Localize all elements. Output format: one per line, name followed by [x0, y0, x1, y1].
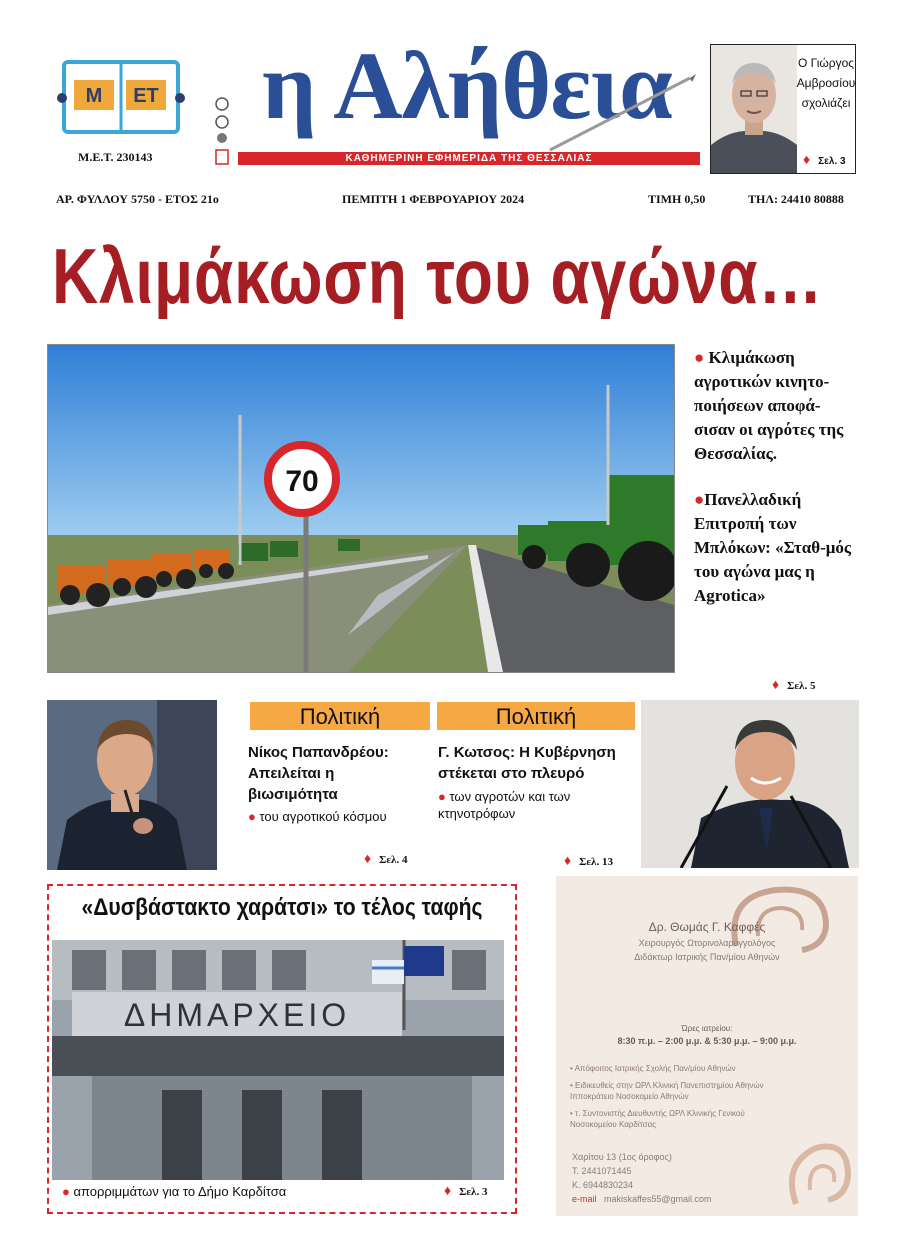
kotsos-photo[interactable] [641, 700, 859, 868]
ad-doctor-name: Δρ. Θωμάς Γ. Καφφές [648, 920, 766, 934]
author-photo [711, 45, 797, 173]
ad-item: • Απόφοιτος Ιατρικής Σχολής Παν/μίου Αθηνών [570, 1064, 736, 1073]
author-line: Αμβροσίου [796, 76, 856, 90]
bullet-dot-icon: ● [248, 809, 260, 824]
ad-hours-label: Ώρες ιατρείου: [681, 1024, 733, 1033]
ad-email[interactable]: e-mail makiskaffes55@gmail.com [572, 1194, 712, 1204]
diamond-icon: ♦ [444, 1184, 452, 1199]
author-line: Ο Γιώργος [797, 56, 855, 70]
ad-specialty: Χειρουργός Ωτορινολαρυγγολόγος [638, 938, 776, 948]
ad-item: • τ. Συντονιστής Διευθυντής ΩΡΛ Κλινικής Γενικού Νοσοκομείου Καρδίτσας [570, 1109, 745, 1129]
diamond-icon: ♦ [803, 151, 811, 167]
issue-date: ΠΕΜΠΤΗ 1 ΦΕΒΡΟΥΑΡΙΟΥ 2024 [342, 192, 525, 206]
bullet-dot-icon: ● [62, 1184, 74, 1199]
newspaper-title: η Αλήθεια [262, 32, 672, 139]
author-line: σχολιάζει [801, 96, 851, 110]
quill-pen-icon [540, 70, 700, 160]
ad-degree: Διδάκτωρ Ιατρικής Παν/μίου Αθηνών [634, 952, 780, 962]
bullet-dot-icon: ● [438, 789, 450, 804]
met-logo [56, 58, 186, 138]
diamond-icon: ♦ [772, 678, 780, 693]
price: ΤΙΜΗ 0,50 [648, 192, 706, 206]
story-left-title[interactable]: Νίκος Παπανδρέου: Απειλείται η βιωσιμότητα [248, 744, 389, 803]
city-hall-sign: ΔΗΜΑΡΧΕΙΟ [123, 997, 351, 1033]
met-logo-left: M [85, 85, 103, 107]
story-left-sub: ● του αγροτικού κόσμου [248, 809, 387, 824]
main-headline[interactable]: Κλιμάκωση του αγώνα… [52, 232, 824, 320]
main-story-bullet: ● Κλιμάκωση αγροτικών κινητο-ποιήσεων αποφά-σισαν οι αγρότες της Θεσσαλίας. [694, 348, 844, 463]
ad-phone-2: Κ. 6944830234 [572, 1180, 634, 1190]
bullet-dot-icon: ● [694, 348, 709, 367]
phone: ΤΗΛ: 24410 80888 [748, 192, 844, 206]
author-name-text [795, 53, 856, 113]
bullet-dot-icon: ● [694, 490, 705, 509]
ad-phone-1: Τ. 2441071445 [572, 1166, 632, 1176]
ad-hours: 8:30 π.μ. – 2:00 μ.μ. & 5:30 μ.μ. – 9:00 μ.μ. [617, 1036, 797, 1046]
city-hall-photo[interactable] [52, 940, 504, 1180]
main-story-page-ref: ♦ Σελ. 5 [772, 678, 816, 693]
story-left-page-ref: ♦ Σελ. 4 [364, 852, 408, 867]
certification-badges [214, 96, 230, 166]
ad-address: Χαρίτου 13 (1ος όροφος) [572, 1152, 672, 1162]
story-right-page-ref: ♦ Σελ. 13 [564, 854, 613, 869]
tax-story-caption: ● απορριμμάτων για το Δήμο Καρδίτσα [62, 1184, 287, 1199]
main-story-bullet: ●Πανελλαδική Επιτροπή των Μπλόκων: «Σταθ-μός του αγώνα μας η Agrotica» [694, 490, 852, 605]
diamond-icon: ♦ [564, 854, 572, 869]
papandreou-photo[interactable] [47, 700, 217, 870]
met-code: Μ.Ε.Τ. 230143 [78, 150, 153, 164]
met-logo-right: ET [133, 85, 159, 107]
author-page-ref: ♦ Σελ. 3 [803, 151, 846, 167]
newspaper-subtitle: ΚΑΘΗΜΕΡΙΝΗ ΕΦΗΜΕΡΙΔΑ ΤΗΣ ΘΕΣΣΑΛΙΑΣ [238, 152, 700, 165]
story-right-sub: ● των αγροτών και των κτηνοτρόφων [438, 789, 571, 821]
tag-politics-left[interactable]: Πολιτική [250, 702, 430, 730]
tax-story-title[interactable]: «Δυσβάστακτο χαράτσι» το τέλος ταφής [81, 894, 483, 921]
diamond-icon: ♦ [364, 852, 372, 867]
main-photo-tractors[interactable] [47, 344, 675, 673]
story-right-title[interactable]: Γ. Κωτσος: Η Κυβέρνηση στέκεται στο πλευρό [438, 744, 616, 782]
issue-number: ΑΡ. ΦΥΛΛΟΥ 5750 - ΕΤΟΣ 21ο [56, 192, 219, 206]
ear-logo-icon [778, 1134, 854, 1212]
ad-item: • Ειδικευθείς στην ΩΡΛ Κλινική Πανεπιστημίου Αθηνών Ιπποκράτειο Νοσοκομείο Αθηνών [570, 1081, 764, 1101]
speed-limit-number: 70 [285, 465, 319, 498]
doctor-advertisement[interactable] [556, 876, 858, 1216]
main-story-bullets[interactable] [694, 346, 854, 630]
tax-story-page-ref: ♦ Σελ. 3 [444, 1184, 488, 1199]
tag-politics-right[interactable]: Πολιτική [437, 702, 635, 730]
author-column-box[interactable] [710, 44, 856, 174]
